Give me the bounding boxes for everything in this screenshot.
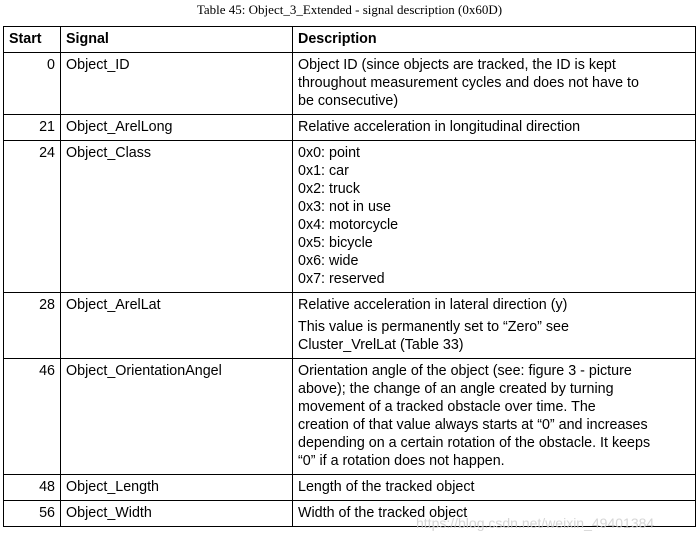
table-row — [4, 115, 696, 141]
row-description — [293, 141, 696, 293]
row-signal: Object_ID — [61, 53, 293, 115]
row-description — [293, 359, 696, 475]
header-description: Description — [293, 27, 696, 53]
table-row — [4, 475, 696, 501]
row-start: 0 — [4, 53, 61, 115]
row-start: 46 — [4, 359, 61, 475]
row-signal: Object_Width — [61, 501, 293, 527]
description-line: above); the change of an angle created by turning — [298, 381, 614, 397]
row-signal: Object_Length — [61, 475, 293, 501]
row-signal: Object_ArelLong — [61, 115, 293, 141]
row-start: 21 — [4, 115, 61, 141]
watermark-text: https://blog.csdn.net/weixin_49401384 — [416, 515, 655, 531]
row-start: 24 — [4, 141, 61, 293]
description-line: Relative acceleration in longitudinal direction — [298, 119, 581, 135]
description-line: Relative acceleration in lateral direction (y) — [298, 297, 568, 313]
row-description — [293, 293, 696, 359]
class-value: 0x2: truck — [298, 181, 360, 197]
row-start: 56 — [4, 501, 61, 527]
class-value: 0x5: bicycle — [298, 235, 373, 251]
description-note — [298, 318, 690, 354]
description-line: Width of the tracked object — [298, 505, 468, 521]
class-value: 0x1: car — [298, 163, 349, 179]
table-caption: Table 45: Object_3_Extended - signal description (0x60D) — [196, 2, 503, 17]
description-line: Orientation angle of the object (see: figure 3 - picture — [298, 363, 632, 379]
table-row — [4, 141, 696, 293]
description-line: Object ID (since objects are tracked, the ID is kept — [298, 57, 616, 73]
description-line: creation of that value always starts at “0” and increases — [298, 417, 648, 433]
class-value: 0x6: wide — [298, 253, 359, 269]
description-line: be consecutive) — [298, 93, 399, 109]
class-value: 0x3: not in use — [298, 199, 391, 215]
row-description — [293, 475, 696, 501]
table-row — [4, 293, 696, 359]
row-description — [293, 115, 696, 141]
signal-description-table — [3, 26, 696, 527]
description-line: depending on a certain rotation of the obstacle. It keeps — [298, 435, 651, 451]
row-signal: Object_OrientationAngel — [61, 359, 293, 475]
description-line: Cluster_VrelLat (Table 33) — [298, 337, 464, 353]
description-line: movement of a tracked obstacle over time. The — [298, 399, 596, 415]
description-line: throughout measurement cycles and does not have to — [298, 75, 639, 91]
table-row — [4, 53, 696, 115]
class-value: 0x7: reserved — [298, 271, 385, 287]
class-value: 0x0: point — [298, 145, 360, 161]
row-description — [293, 53, 696, 115]
table-row — [4, 359, 696, 475]
description-line: “0” if a rotation does not happen. — [298, 453, 505, 469]
row-start: 28 — [4, 293, 61, 359]
row-signal: Object_ArelLat — [61, 293, 293, 359]
header-start: Start — [4, 27, 61, 53]
description-line: This value is permanently set to “Zero” see — [298, 319, 569, 335]
row-signal: Object_Class — [61, 141, 293, 293]
table-header-row — [4, 27, 696, 53]
description-line: Length of the tracked object — [298, 479, 475, 495]
row-start: 48 — [4, 475, 61, 501]
class-value: 0x4: motorcycle — [298, 217, 399, 233]
header-signal: Signal — [61, 27, 293, 53]
